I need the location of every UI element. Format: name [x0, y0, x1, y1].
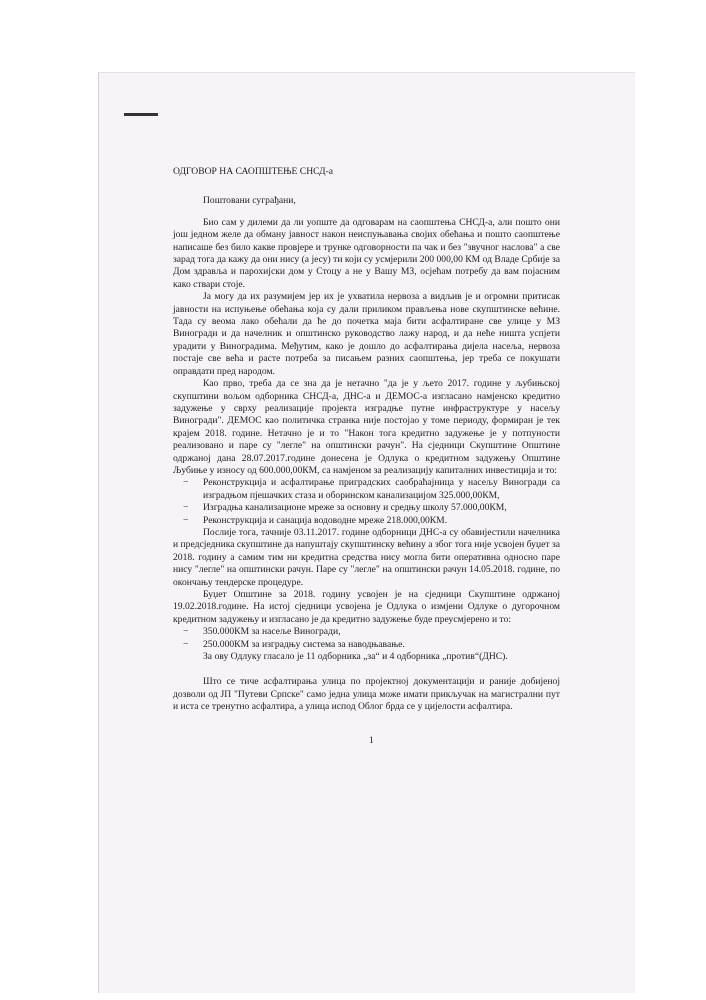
paragraph-2: Ја могу да их разумијем јер их је ухватила нервоза а видљив је и огромни притисак јавности на испуњење обећања која су дали приликом прављења нове скупштинске већине. Тада су веома лако обећали да ће до почетка маја бити асфалтиране све улице у МЗ Виногради и да начелник и општинско руководство лажу народ, и да неће ништа успјети урадити у Виноградима. Међутим, како је дошло до асфалтирања дијела насеља, нервоза постаје све већа и расте потреба за писањем разних саопштења, јер треба се покушати оправдати пред народом. [173, 291, 560, 377]
list-item: − Реконструкција и санација водоводне мреже 218.000,00КМ. [173, 515, 560, 527]
list-item: − 350.000КМ за насеље Виногради, [173, 626, 560, 638]
paragraph-3: Као прво, треба да се зна да је нетачно "да је у љето 2017. године у љубињској скупштини вољом одборника СНСД-а, ДНС-а и ДЕМОС-а изгласано намјенско кредитно задужење у сврху реализације пројекта изградње путне инфраструктуре у насељу Виногради". ДЕМОС као политичка странка није постојао у томе периоду, формиран је тек крајем 2018. године. Нетачно је и то "Након тога кредитно задужење је у потпуности реализовано и паре су "легле" на општински рачун". На сједници Скупштине Општине одржаној дана 28.07.2017.године донесена је Одлука о кредитном задужењу Општине Љубиње у износу од 600.000,00КМ, са намјеном за реализацију капиталних инвестиција и то: [173, 378, 560, 476]
paragraph-5: Буџет Општине за 2018. годину усвојен је на сједници Скупштине одржаној 19.02.2018.године. На истој сједници усвојена је Одлука о измјени Одлуке о дугорочном кредитном задужењу и изгласано је да кредитно задужење буде преусмјерено и то: [173, 589, 560, 625]
list-item: − 250.000КМ за изградњу система за наводњавање. [173, 639, 560, 651]
paragraph-4: Послије тога, тачније 03.11.2017. године одборници ДНС-а су обавијестили начелника и предсједника скупштине да напуштају скупштинску већину а због тога није усвојен буџет за 2018. годину а самим тим ни кредитна средства нису могла бити оперативна односно паре нису "легле" на општински рачун. Паре су "легле" на општински рачун 14.05.2018. године, по окончању тендерске процедуре. [173, 526, 560, 588]
margin-dash-mark [124, 113, 158, 116]
list-item: − Изградња канализационе мреже за основну и средњу школу 57.000,00КМ, [173, 502, 560, 514]
page-number: 1 [369, 735, 374, 746]
list-item: − Реконструкција и асфалтирање приградских саобраћајница у насељу Виногради са изградњом пјешачких стаза и оборинском канализацијом 325.000,00КМ, [173, 477, 560, 502]
greeting: Поштовани суграђани, [203, 195, 296, 207]
document-body [173, 166, 560, 714]
investment-list [173, 477, 560, 527]
paragraph-6: За ову Одлуку гласало је 11 одборника „за“ и 4 одборника „против“(ДНС). [203, 651, 508, 663]
paragraph-1: Био сам у дилеми да ли уопште да одговарам на саопштења СНСД-а, али пошто они још једном желе да обману јавност након неиспуњавања својих обећања и пошто саопштење написаше без било какве провјере и трунке одговорности па чак и без "звучног наслова" а све зарад тога да кажу да они нису (а јесу) ти који су усмјерили 200 000,00 КМ од Владе Србије за Дом здравља и парохијски дом у Стоцу а не у Вашу МЗ, осјећам потребу да вам појасним како ствари стоје. [173, 216, 560, 290]
paragraph-7: Што се тиче асфалтирања улица по пројектној документацији и раније добијеној дозволи од ЈП "Путеви Српске" само једна улица може имати прикључак на магистрални пут и иста се тренутно асфалтира, а улица испод Облог брда се у цијелости асфалтира. [173, 676, 560, 713]
document-title: ОДГОВОР НА САОПШТЕЊЕ СНСД-а [173, 166, 334, 177]
redirect-list [173, 626, 560, 651]
